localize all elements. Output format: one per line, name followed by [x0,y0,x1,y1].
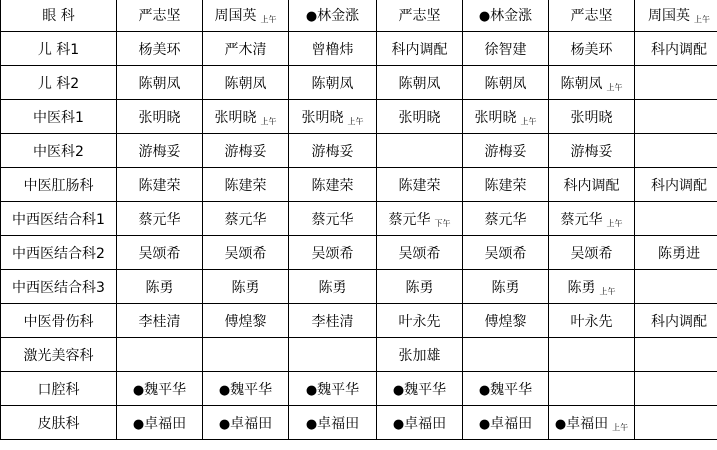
bullet-icon: ● [478,8,491,24]
doctor-name: 陈朝凤 [138,75,181,92]
schedule-cell [463,66,549,100]
bullet-icon: ● [392,382,405,398]
doctor-name: 魏平华 [144,381,187,398]
session-note: 上午 [606,82,623,92]
schedule-cell [377,338,463,372]
schedule-cell [117,0,203,32]
schedule-cell [203,270,289,304]
doctor-name: 魏平华 [404,381,447,398]
schedule-cell [549,134,635,168]
session-note: 上午 [606,218,623,228]
doctor-name: 蔡元华 [311,211,354,228]
schedule-cell [117,66,203,100]
department-cell: 眼 科 [1,0,117,32]
schedule-cell [289,66,377,100]
schedule-cell [463,372,549,406]
bullet-icon: ● [132,416,145,432]
bullet-icon: ● [392,416,405,432]
department-cell: 激光美容科 [1,338,117,372]
schedule-cell [117,406,203,440]
doctor-name: 魏平华 [490,381,533,398]
schedule-cell [377,406,463,440]
schedule-cell [203,32,289,66]
schedule-cell [635,236,717,270]
schedule-cell [377,168,463,202]
schedule-cell [203,372,289,406]
doctor-name: 林金涨 [490,7,533,24]
doctor-name: 陈勇 [491,279,520,296]
schedule-cell [377,202,463,236]
session-note: 下午 [434,218,451,228]
doctor-name: 吴颂希 [484,245,527,262]
schedule-cell [549,202,635,236]
schedule-cell [203,100,289,134]
session-note: 上午 [260,14,277,24]
schedule-cell [463,270,549,304]
session-note: 上午 [260,116,277,126]
schedule-cell [549,100,635,134]
schedule-cell [549,0,635,32]
session-note: 上午 [599,286,616,296]
doctor-name: 张明晓 [214,109,257,126]
doctor-name: 游梅妥 [311,143,354,160]
session-note: 上午 [520,116,537,126]
schedule-cell [635,168,717,202]
doctor-name: 科内调配 [651,313,707,330]
department-cell: 皮肤科 [1,406,117,440]
schedule-cell [463,168,549,202]
schedule-cell [377,372,463,406]
bullet-icon: ● [554,416,567,432]
schedule-cell [289,270,377,304]
doctor-name: 曾橹炜 [311,41,354,58]
schedule-cell [289,202,377,236]
schedule-cell [635,406,717,440]
doctor-name: 魏平华 [230,381,273,398]
department-cell: 中医科2 [1,134,117,168]
schedule-cell [635,0,717,32]
doctor-name: 游梅妥 [224,143,267,160]
doctor-name: 蔡元华 [138,211,181,228]
doctor-name: 陈朝凤 [311,75,354,92]
schedule-cell [117,32,203,66]
doctor-name: 叶永先 [398,313,441,330]
schedule-cell [635,270,717,304]
schedule-cell [203,66,289,100]
schedule-cell [289,236,377,270]
doctor-name: 陈勇 [567,279,596,296]
schedule-cell [635,338,717,372]
schedule-cell [635,134,717,168]
schedule-cell [203,406,289,440]
doctor-name: 李桂清 [311,313,354,330]
schedule-cell [377,270,463,304]
department-cell: 中医科1 [1,100,117,134]
doctor-name: 陈朝凤 [560,75,603,92]
schedule-cell [203,236,289,270]
schedule-cell [289,32,377,66]
table-row [1,202,717,236]
table-row [1,270,717,304]
doctor-name: 蔡元华 [224,211,267,228]
schedule-cell [463,338,549,372]
doctor-name: 科内调配 [651,177,707,194]
doctor-name: 陈勇进 [658,245,700,262]
doctor-name: 吴颂希 [138,245,181,262]
session-note: 上午 [694,14,710,24]
doctor-name: 吴颂希 [398,245,441,262]
doctor-name: 游梅妥 [570,143,613,160]
doctor-name: 傅煌黎 [484,313,527,330]
doctor-name: 周国英 [214,7,257,24]
schedule-cell [635,66,717,100]
doctor-name: 卓福田 [317,415,360,432]
schedule-cell [549,168,635,202]
doctor-name: 科内调配 [651,41,707,58]
doctor-name: 卓福田 [230,415,273,432]
doctor-name: 张明晓 [398,109,441,126]
doctor-name: 陈建荣 [311,177,354,194]
schedule-cell [117,270,203,304]
doctor-name: 蔡元华 [560,211,603,228]
bullet-icon: ● [305,8,318,24]
doctor-name: 卓福田 [144,415,187,432]
table-row [1,338,717,372]
schedule-cell [463,100,549,134]
table-row [1,134,717,168]
doctor-name: 陈建荣 [224,177,267,194]
schedule-cell [117,236,203,270]
schedule-cell [289,168,377,202]
schedule-cell [377,134,463,168]
doctor-name: 游梅妥 [484,143,527,160]
schedule-cell [377,304,463,338]
session-note: 上午 [347,116,364,126]
table-row [1,372,717,406]
table-row [1,0,717,32]
bullet-icon: ● [478,416,491,432]
schedule-cell [377,236,463,270]
table-row [1,100,717,134]
doctor-name: 陈建荣 [138,177,181,194]
doctor-name: 蔡元华 [388,211,431,228]
doctor-name: 陈朝凤 [484,75,527,92]
doctor-name: 杨美环 [570,41,613,58]
schedule-cell [635,100,717,134]
doctor-name: 科内调配 [391,41,448,58]
schedule-cell [635,202,717,236]
doctor-name: 严志坚 [398,7,441,24]
schedule-cell [549,270,635,304]
table-row [1,168,717,202]
doctor-name: 林金涨 [317,7,360,24]
schedule-cell [463,134,549,168]
doctor-name: 蔡元华 [484,211,527,228]
doctor-name: 陈朝凤 [224,75,267,92]
bullet-icon: ● [305,416,318,432]
table-row [1,304,717,338]
schedule-cell [549,32,635,66]
schedule-cell [549,406,635,440]
doctor-name: 吴颂希 [311,245,354,262]
schedule-cell [203,202,289,236]
doctor-name: 叶永先 [570,313,613,330]
schedule-cell [289,134,377,168]
doctor-name: 张明晓 [474,109,517,126]
schedule-cell [377,100,463,134]
department-cell: 儿 科1 [1,32,117,66]
table-row [1,32,717,66]
department-cell: 中医骨伤科 [1,304,117,338]
doctor-name: 周国英 [648,7,690,24]
schedule-cell [549,66,635,100]
doctor-name: 科内调配 [563,177,620,194]
schedule-cell [463,0,549,32]
doctor-name: 卓福田 [566,415,609,432]
schedule-cell [549,236,635,270]
table-row [1,236,717,270]
schedule-cell [203,168,289,202]
doctor-name: 魏平华 [317,381,360,398]
department-cell: 中西医结合科2 [1,236,117,270]
doctor-name: 吴颂希 [570,245,613,262]
doctor-name: 卓福田 [490,415,533,432]
schedule-cell [117,168,203,202]
bullet-icon: ● [132,382,145,398]
schedule-cell [549,304,635,338]
schedule-cell [203,134,289,168]
doctor-name: 徐智建 [484,41,527,58]
doctor-name: 傅煌黎 [224,313,267,330]
doctor-name: 李桂清 [138,313,181,330]
doctor-name: 严志坚 [570,7,613,24]
doctor-name: 吴颂希 [224,245,267,262]
department-cell: 中西医结合科1 [1,202,117,236]
schedule-cell [289,338,377,372]
schedule-cell [203,304,289,338]
schedule-cell [463,406,549,440]
doctor-name: 陈勇 [405,279,434,296]
schedule-cell [289,0,377,32]
table-row [1,406,717,440]
doctor-name: 严志坚 [138,7,181,24]
bullet-icon: ● [305,382,318,398]
doctor-name: 陈朝凤 [398,75,441,92]
schedule-cell [117,338,203,372]
doctor-name: 严木清 [224,41,267,58]
doctor-name: 陈勇 [318,279,347,296]
schedule-cell [549,338,635,372]
schedule-cell [463,202,549,236]
doctor-name: 陈建荣 [484,177,527,194]
schedule-cell [117,134,203,168]
schedule-cell [203,0,289,32]
department-cell: 中医肛肠科 [1,168,117,202]
schedule-cell [463,236,549,270]
doctor-name: 张明晓 [570,109,613,126]
doctor-name: 陈勇 [231,279,260,296]
schedule-cell [117,202,203,236]
doctor-name: 陈建荣 [398,177,441,194]
schedule-body [1,0,717,440]
schedule-cell [377,66,463,100]
doctor-name: 张明晓 [301,109,344,126]
department-cell: 中西医结合科3 [1,270,117,304]
schedule-cell [289,406,377,440]
schedule-cell [377,32,463,66]
schedule-cell [289,304,377,338]
schedule-cell [117,372,203,406]
schedule-cell [289,100,377,134]
department-cell: 儿 科2 [1,66,117,100]
doctor-name: 卓福田 [404,415,447,432]
doctor-name: 杨美环 [138,41,181,58]
table-row [1,66,717,100]
schedule-cell [377,0,463,32]
schedule-cell [549,372,635,406]
bullet-icon: ● [218,382,231,398]
doctor-name: 张加雄 [398,347,441,364]
schedule-cell [635,304,717,338]
schedule-cell [117,304,203,338]
doctor-name: 游梅妥 [138,143,181,160]
schedule-cell [635,32,717,66]
department-cell: 口腔科 [1,372,117,406]
session-note: 上午 [612,422,629,432]
schedule-cell [463,304,549,338]
doctor-name: 陈勇 [145,279,174,296]
schedule-cell [463,32,549,66]
schedule-cell [635,372,717,406]
schedule-cell [203,338,289,372]
doctor-name: 张明晓 [138,109,181,126]
schedule-cell [117,100,203,134]
schedule-cell [289,372,377,406]
bullet-icon: ● [478,382,491,398]
bullet-icon: ● [218,416,231,432]
